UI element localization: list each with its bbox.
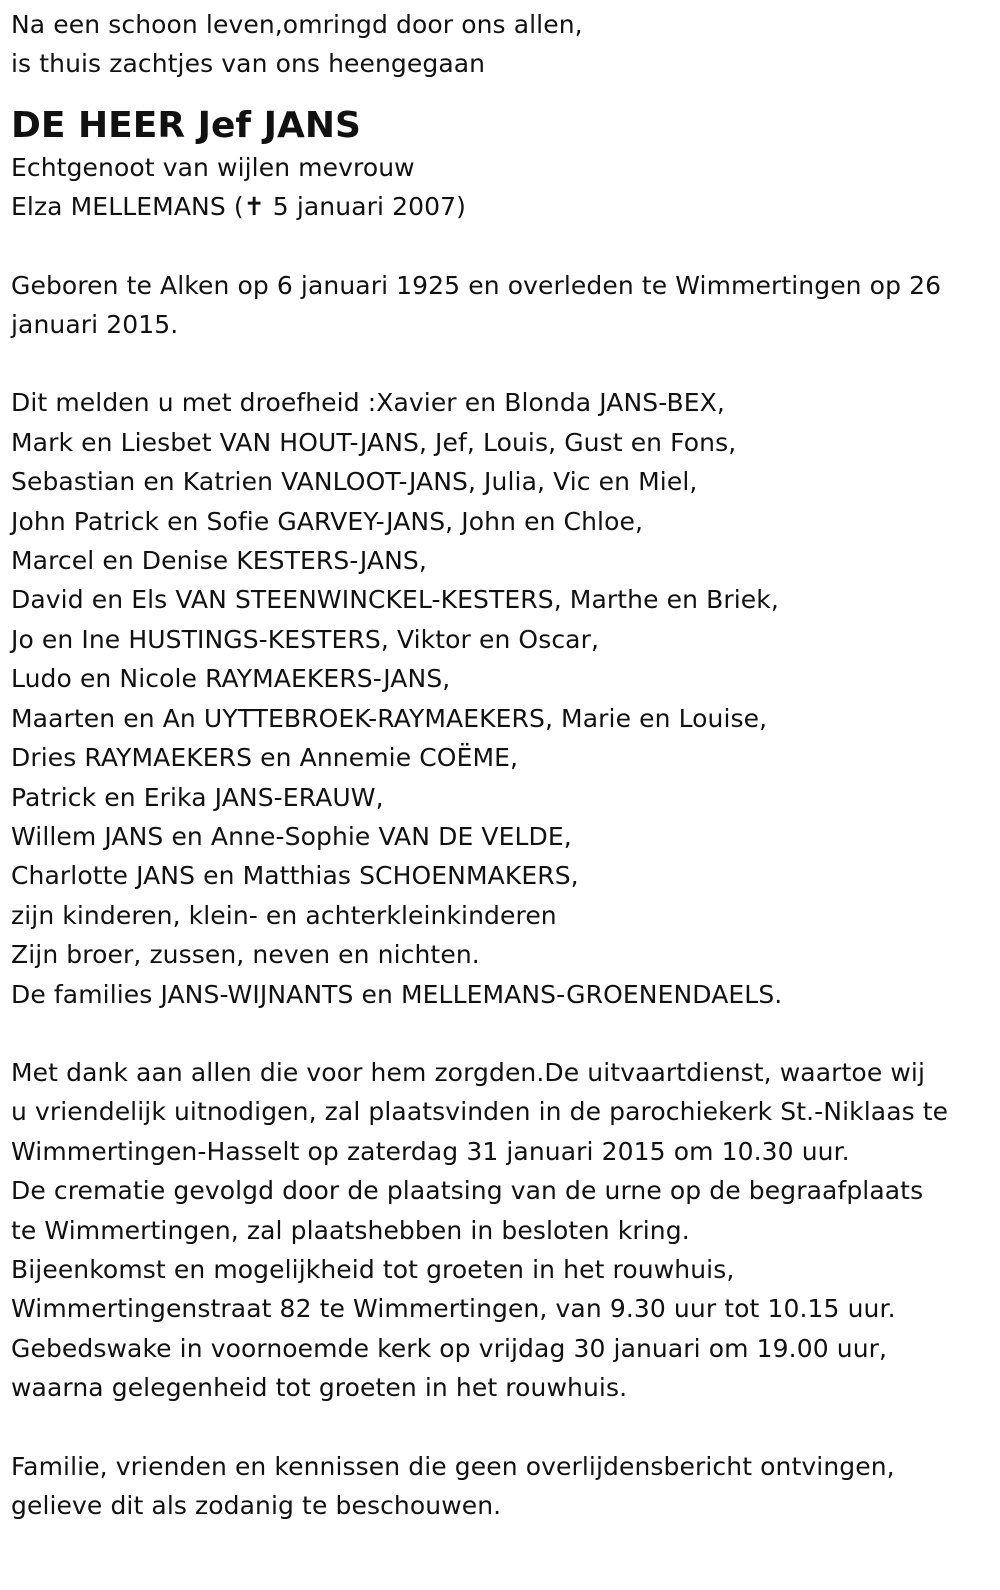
- service-line: Met dank aan allen die voor hem zorgden.De uitvaartdienst, waartoe wij: [11, 1057, 925, 1087]
- service-line: te Wimmertingen, zal plaatshebben in besloten kring.: [11, 1215, 690, 1245]
- family-line: Dit melden u met droefheid :Xavier en Blonda JANS-BEX,: [11, 388, 725, 418]
- family-line: Sebastian en Katrien VANLOOT-JANS, Julia, Vic en Miel,: [11, 467, 698, 497]
- spouse-line: Echtgenoot van wijlen mevrouw: [11, 152, 415, 182]
- service-line: Wimmertingen-Hasselt op zaterdag 31 januari 2015 om 10.30 uur.: [11, 1136, 850, 1166]
- family-line: Zijn broer, zussen, neven en nichten.: [11, 940, 480, 970]
- service-line: Gebedswake in voornoemde kerk op vrijdag 30 januari om 19.00 uur,: [11, 1333, 888, 1363]
- family-line: Ludo en Nicole RAYMAEKERS-JANS,: [11, 664, 451, 694]
- intro-line: is thuis zachtjes van ons heengegaan: [11, 49, 486, 79]
- deceased-name: DE HEER Jef JANS: [11, 104, 361, 146]
- family-line: Marcel en Denise KESTERS-JANS,: [11, 546, 427, 576]
- service-line: waarna gelegenheid tot groeten in het rouwhuis.: [11, 1373, 628, 1403]
- family-line: De families JANS-WIJNANTS en MELLEMANS-GROENENDAELS.: [11, 979, 783, 1009]
- family-line: Dries RAYMAEKERS en Annemie COËME,: [11, 743, 519, 773]
- family-line: John Patrick en Sofie GARVEY-JANS, John en Chloe,: [11, 506, 644, 536]
- service-section: [11, 1053, 1000, 1408]
- family-line: Patrick en Erika JANS-ERAUW,: [11, 782, 384, 812]
- family-line: David en Els VAN STEENWINCKEL-KESTERS, Marthe en Briek,: [11, 585, 779, 615]
- birth-line: Geboren te Alken op 6 januari 1925 en overleden te Wimmertingen op 26: [11, 270, 942, 300]
- spouse-line: Elza MELLEMANS (✝ 5 januari 2007): [11, 192, 466, 222]
- family-line: Mark en Liesbet VAN HOUT-JANS, Jef, Louis, Gust en Fons,: [11, 427, 737, 457]
- family-line: Willem JANS en Anne-Sophie VAN DE VELDE,: [11, 821, 572, 851]
- family-section: [11, 383, 1000, 1014]
- closing-section: [11, 1447, 1000, 1526]
- service-line: Bijeenkomst en mogelijkheid tot groeten in het rouwhuis,: [11, 1254, 735, 1284]
- family-line: Charlotte JANS en Matthias SCHOENMAKERS,: [11, 861, 579, 891]
- intro-section: [11, 5, 1000, 84]
- service-line: De crematie gevolgd door de plaatsing van de urne op de begraafplaats: [11, 1176, 924, 1206]
- family-line: zijn kinderen, klein- en achterkleinkinderen: [11, 900, 557, 930]
- intro-line: Na een schoon leven,omringd door ons allen,: [11, 10, 583, 39]
- birth-line: januari 2015.: [11, 310, 179, 340]
- service-line: Wimmertingenstraat 82 te Wimmertingen, van 9.30 uur tot 10.15 uur.: [11, 1294, 896, 1324]
- closing-line: Familie, vrienden en kennissen die geen overlijdensbericht ontvingen,: [11, 1451, 895, 1481]
- closing-line: gelieve dit als zodanig te beschouwen.: [11, 1491, 502, 1520]
- family-line: Maarten en An UYTTEBROEK-RAYMAEKERS, Marie en Louise,: [11, 703, 768, 733]
- family-line: Jo en Ine HUSTINGS-KESTERS, Viktor en Oscar,: [11, 624, 600, 654]
- spouse-section: [11, 148, 1000, 227]
- service-line: u vriendelijk uitnodigen, zal plaatsvinden in de parochiekerk St.-Niklaas te: [11, 1097, 949, 1127]
- birth-death-section: [11, 266, 1000, 345]
